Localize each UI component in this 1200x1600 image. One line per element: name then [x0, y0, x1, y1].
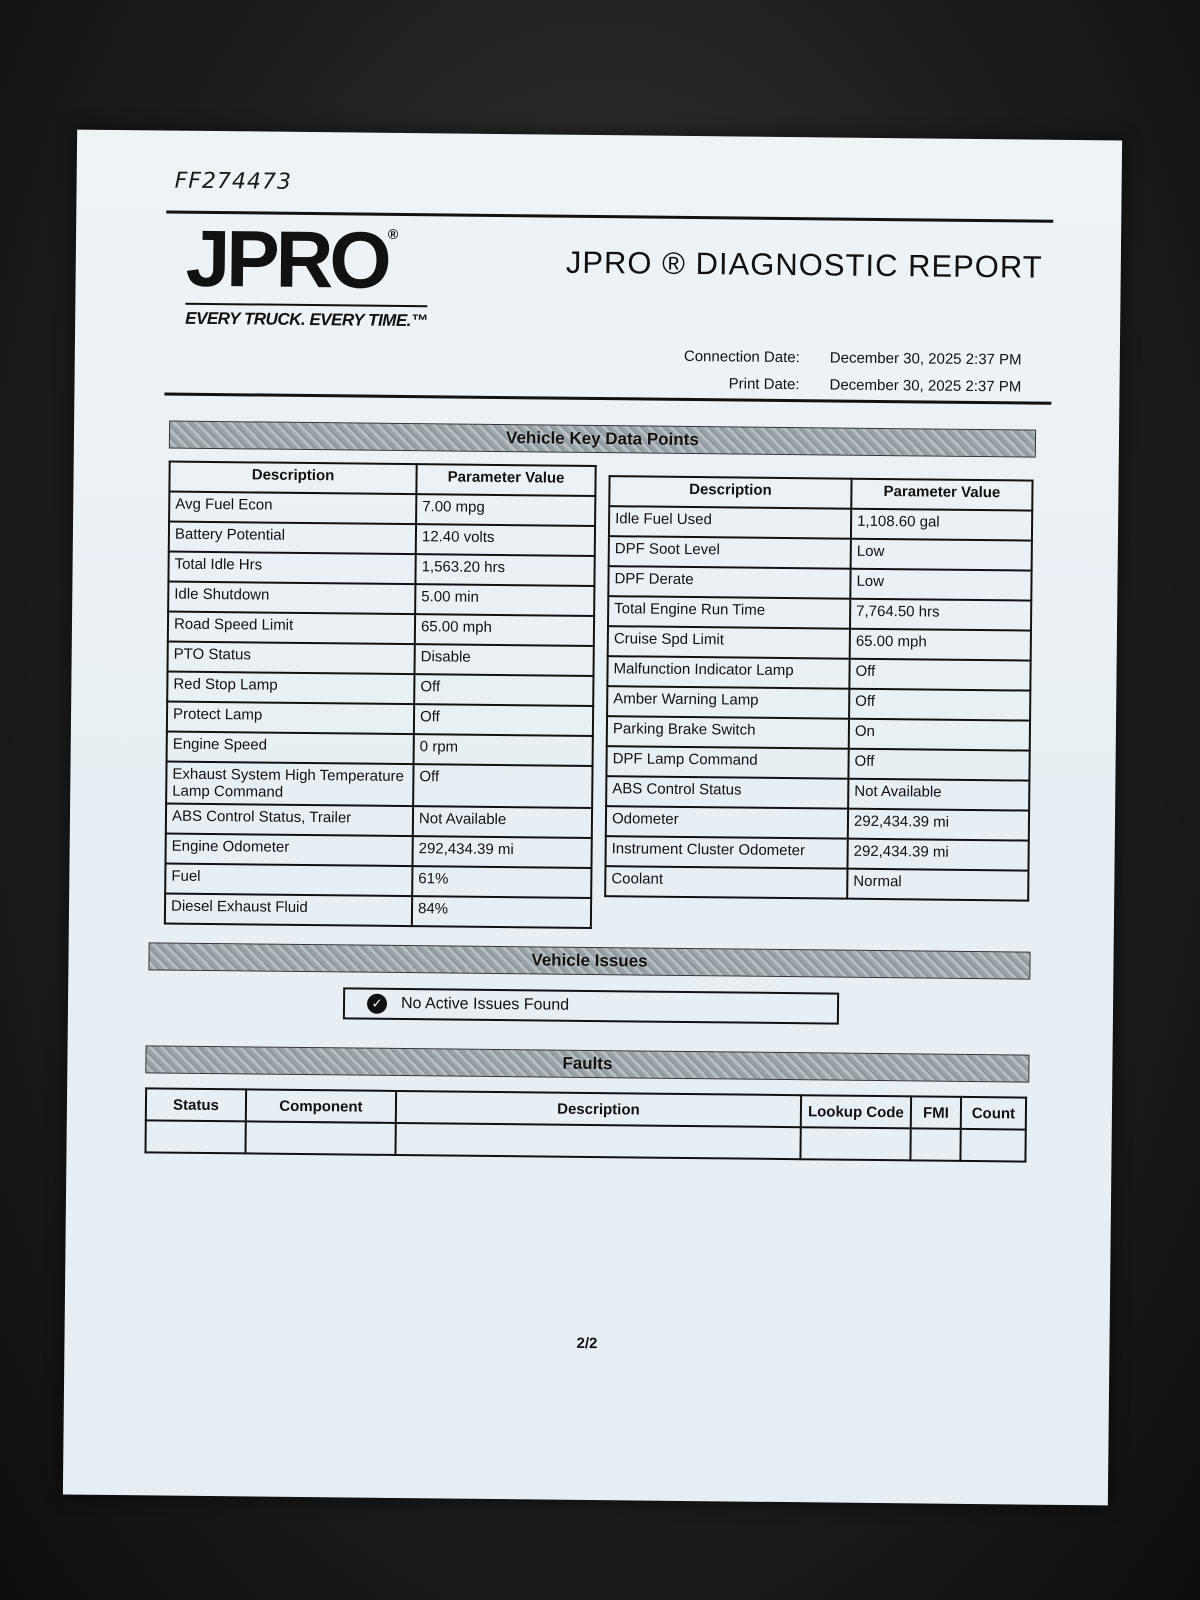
parameter-value: 5.00 min — [415, 584, 594, 616]
faults-col-status: Status — [146, 1088, 246, 1121]
faults-table — [144, 1087, 1027, 1162]
parameter-description: Battery Potential — [169, 522, 416, 555]
page-number: 2/2 — [576, 1334, 598, 1353]
parameter-description: Cruise Spd Limit — [608, 626, 850, 659]
key-data-table-left — [164, 461, 597, 929]
parameter-value: 1,563.20 hrs — [415, 554, 594, 586]
table-row — [607, 716, 1030, 750]
parameter-description: Red Stop Lamp — [167, 672, 414, 705]
key-data-table-right — [604, 475, 1033, 901]
table-row — [167, 732, 593, 766]
parameter-description: DPF Lamp Command — [606, 746, 848, 779]
parameter-value: 1,108.60 gal — [851, 509, 1032, 541]
parameter-description: Parking Brake Switch — [607, 716, 849, 749]
table-row — [169, 492, 595, 526]
jpro-logo — [185, 213, 428, 332]
parameter-value: Off — [849, 689, 1030, 721]
parameter-value: Not Available — [848, 779, 1029, 811]
table-row — [608, 566, 1031, 600]
parameter-value: Off — [414, 674, 593, 706]
parameter-value: 292,434.39 mi — [412, 836, 591, 868]
parameter-description: Engine Speed — [167, 732, 414, 765]
parameter-value: Off — [414, 704, 593, 736]
parameter-value: On — [849, 719, 1030, 751]
parameter-value: 7,764.50 hrs — [850, 599, 1031, 631]
table-row — [167, 702, 593, 736]
faults-col-lookup-code: Lookup Code — [801, 1095, 911, 1128]
parameter-description: Idle Fuel Used — [609, 506, 851, 539]
vehicle-issues-section-title: Vehicle Issues — [148, 942, 1030, 979]
parameter-description: Amber Warning Lamp — [607, 686, 849, 719]
connection-date-value: December 30, 2025 2:37 PM — [829, 349, 1022, 369]
table-row — [605, 836, 1028, 870]
parameter-description: Total Engine Run Time — [608, 596, 850, 629]
table-cell — [800, 1127, 910, 1160]
parameter-value: Not Available — [413, 806, 592, 838]
parameter-value: Normal — [847, 869, 1028, 901]
parameter-description: ABS Control Status, Trailer — [166, 804, 413, 837]
parameter-description: ABS Control Status — [606, 776, 848, 809]
table-row — [165, 834, 591, 868]
table-cell — [960, 1129, 1025, 1162]
table-row — [609, 506, 1032, 540]
parameter-value: 292,434.39 mi — [847, 839, 1028, 871]
parameter-description: Protect Lamp — [167, 702, 414, 735]
table-row — [606, 806, 1029, 840]
parameter-value: Off — [849, 659, 1030, 691]
parameter-value: 65.00 mph — [850, 629, 1031, 661]
parameter-value: 292,434.39 mi — [848, 809, 1029, 841]
check-circle-icon: ✓ — [367, 993, 387, 1013]
parameter-description: Road Speed Limit — [168, 612, 415, 645]
table-cell — [145, 1120, 245, 1153]
table-cell — [910, 1128, 960, 1161]
handwritten-note: FF274473 — [174, 168, 293, 195]
table-row — [166, 804, 592, 838]
table-row — [609, 536, 1032, 570]
table-row — [608, 626, 1031, 660]
parameter-value: 84% — [412, 896, 591, 928]
faults-col-count: Count — [961, 1097, 1026, 1130]
col-value-header: Parameter Value — [416, 464, 595, 496]
parameter-description: Fuel — [165, 864, 412, 897]
table-row — [165, 864, 591, 898]
report-dates — [659, 348, 1030, 406]
table-row — [608, 596, 1031, 630]
print-date-value: December 30, 2025 2:37 PM — [829, 376, 1022, 396]
col-description-header: Description — [169, 462, 416, 495]
parameter-value: 7.00 mpg — [416, 494, 595, 526]
report-title: JPRO ® DIAGNOSTIC REPORT — [565, 244, 1043, 285]
parameter-value: 12.40 volts — [416, 524, 595, 556]
faults-col-fmi: FMI — [911, 1096, 961, 1129]
logo-tagline: EVERY TRUCK. EVERY TIME.™ — [185, 303, 428, 332]
table-row — [607, 656, 1030, 690]
print-date-row — [659, 375, 1029, 396]
parameter-value: Off — [413, 764, 592, 808]
table-row — [605, 866, 1028, 900]
issues-message-box — [343, 987, 839, 1024]
parameter-value: 0 rpm — [414, 734, 593, 766]
faults-section-title: Faults — [145, 1045, 1029, 1082]
table-row — [168, 582, 594, 616]
table-row — [606, 776, 1029, 810]
parameter-description: Coolant — [605, 866, 847, 899]
parameter-value: Low — [851, 539, 1032, 571]
table-row — [168, 612, 594, 646]
parameter-description: Instrument Cluster Odometer — [605, 836, 847, 869]
table-row — [169, 522, 595, 556]
parameter-description: Odometer — [606, 806, 848, 839]
table-row — [168, 642, 594, 676]
report-page — [63, 130, 1122, 1506]
parameter-description: Malfunction Indicator Lamp — [607, 656, 849, 689]
parameter-description: DPF Derate — [608, 566, 850, 599]
col-value-header: Parameter Value — [851, 479, 1032, 511]
parameter-description: Diesel Exhaust Fluid — [165, 894, 412, 927]
parameter-description: Exhaust System High Temperature Lamp Command — [166, 762, 413, 807]
parameter-value: 61% — [412, 866, 591, 898]
parameter-description: PTO Status — [168, 642, 415, 675]
table-row — [166, 762, 592, 808]
print-date-label: Print Date: — [728, 375, 800, 394]
table-row — [165, 894, 591, 928]
connection-date-label: Connection Date: — [683, 347, 800, 367]
parameter-description: Avg Fuel Econ — [169, 492, 416, 525]
issues-message: No Active Issues Found — [400, 995, 570, 1014]
parameter-value: Low — [850, 569, 1031, 601]
parameter-value: 65.00 mph — [415, 614, 594, 646]
table-row — [607, 686, 1030, 720]
parameter-value: Disable — [414, 644, 593, 676]
key-data-section-title: Vehicle Key Data Points — [169, 421, 1036, 458]
parameter-description: Total Idle Hrs — [168, 552, 415, 585]
logo-wordmark: JPRO® — [185, 213, 395, 305]
table-row — [168, 552, 594, 586]
parameter-description: DPF Soot Level — [609, 536, 851, 569]
table-cell — [245, 1121, 395, 1155]
parameter-description: Idle Shutdown — [168, 582, 415, 615]
parameter-description: Engine Odometer — [165, 834, 412, 867]
connection-date-row — [660, 348, 1030, 369]
table-row — [606, 746, 1029, 780]
faults-col-component: Component — [246, 1089, 396, 1123]
parameter-value: Off — [848, 749, 1029, 781]
table-row — [167, 672, 593, 706]
col-description-header: Description — [609, 476, 851, 509]
faults-col-description: Description — [396, 1091, 801, 1127]
table-cell — [395, 1123, 800, 1159]
